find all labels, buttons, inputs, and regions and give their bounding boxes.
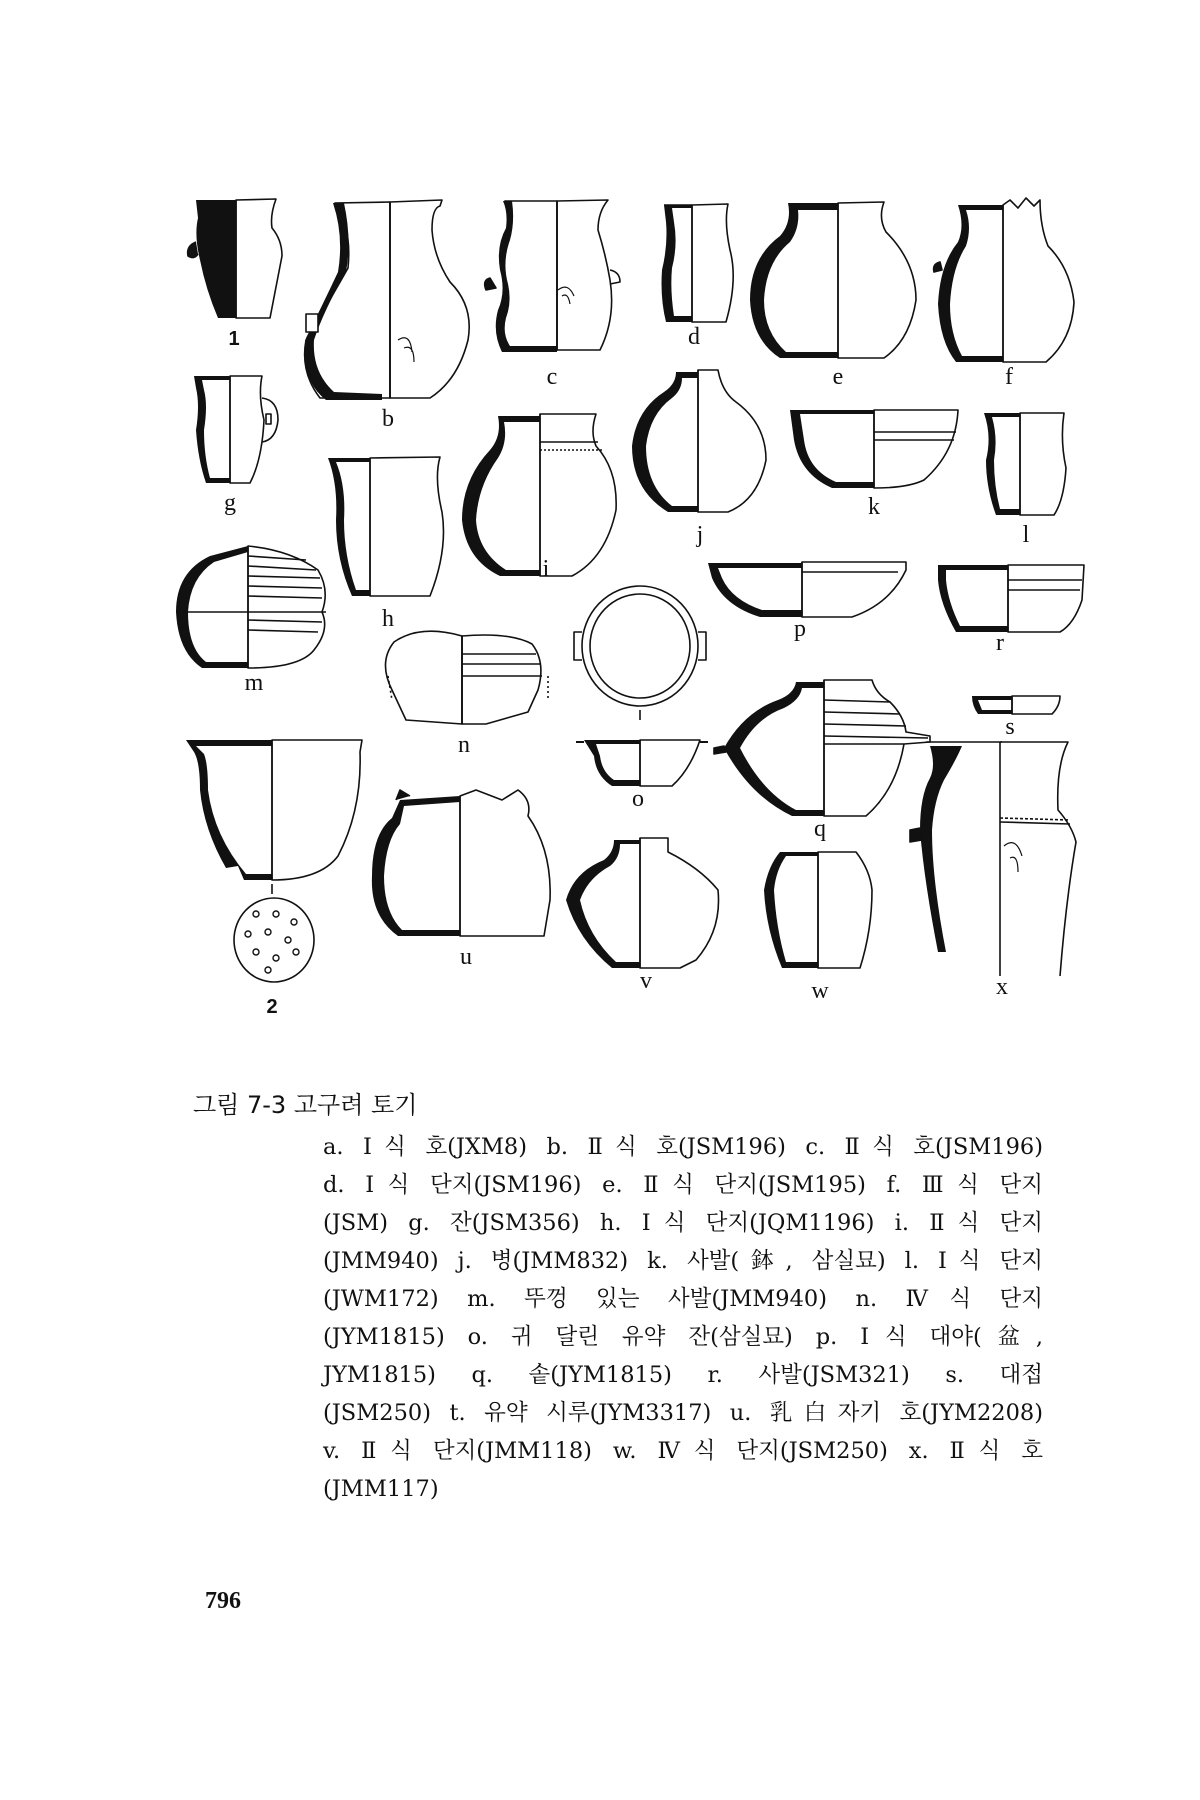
vessel-q — [714, 680, 930, 816]
label-l: l — [1022, 522, 1030, 548]
label-1: 1 — [228, 328, 240, 350]
label-2: 2 — [266, 996, 278, 1018]
caption-line: (JWM172) m. 뚜껑 있는 사발(JMM940) n. Ⅳ식 단지 — [323, 1286, 1043, 1312]
vessel-o — [574, 586, 708, 786]
label-b: b — [382, 406, 394, 432]
vessel-s — [972, 696, 1060, 714]
label-n: n — [458, 732, 470, 758]
vessel-i — [462, 414, 616, 576]
label-e: e — [832, 364, 844, 390]
caption-line: v. Ⅱ식 단지(JMM118) w. Ⅳ식 단지(JSM250) x. Ⅱ식 호 — [323, 1438, 1043, 1464]
label-k: k — [868, 494, 880, 520]
caption-line: a. Ⅰ식 호(JXM8) b. Ⅱ식 호(JSM196) c. Ⅱ식 호(JSM196) — [323, 1134, 1043, 1160]
caption-line: (JYM1815) o. 귀 달린 유약 잔(삼실묘) p. Ⅰ식 대야(盆, — [323, 1324, 1043, 1350]
caption-title: 그림 7-3 고구려 토기 — [193, 1091, 418, 1119]
label-d: d — [688, 324, 700, 350]
label-o: o — [632, 786, 644, 812]
label-s: s — [1005, 714, 1015, 740]
caption-line: (JMM117) — [323, 1476, 439, 1502]
caption-line: d. Ⅰ식 단지(JSM196) e. Ⅱ식 단지(JSM195) f. Ⅲ식 단지 — [323, 1172, 1043, 1198]
vessel-n — [385, 631, 548, 724]
caption-body — [323, 1128, 1043, 1508]
vessel-r — [938, 565, 1084, 632]
label-m: m — [244, 670, 264, 696]
label-u: u — [460, 944, 472, 970]
vessel-j — [632, 370, 766, 512]
vessel-h — [328, 457, 444, 596]
label-g: g — [224, 490, 236, 516]
vessel-v — [566, 838, 719, 968]
page-number: 796 — [205, 1588, 241, 1614]
vessel-t — [186, 740, 362, 982]
label-r: r — [996, 630, 1004, 656]
figure-caption — [193, 1085, 1043, 1508]
vessel-g — [194, 376, 278, 483]
vessel-m — [176, 546, 326, 668]
vessel-x — [910, 742, 1076, 976]
label-q: q — [814, 816, 826, 842]
vessel-b — [305, 200, 470, 400]
label-h: h — [382, 606, 394, 632]
vessel-u — [372, 790, 550, 936]
vessel-l — [984, 413, 1066, 515]
label-c: c — [546, 364, 558, 390]
caption-line: (JSM) g. 잔(JSM356) h. Ⅰ식 단지(JQM1196) i. Ⅱ식 단지 — [323, 1210, 1043, 1236]
caption-line: (JSM250) t. 유약 시루(JYM3317) u. 乳白자기 호(JYM2208) — [323, 1400, 1043, 1426]
label-j: j — [696, 522, 704, 548]
caption-line: (JMM940) j. 병(JMM832) k. 사발(鉢, 삼실묘) l. Ⅰ식 단지 — [323, 1248, 1043, 1274]
label-x: x — [996, 974, 1008, 1000]
caption-line: JYM1815) q. 솥(JYM1815) r. 사발(JSM321) s. 대접 — [323, 1362, 1043, 1388]
vessel-f — [934, 198, 1074, 362]
vessel-p — [708, 562, 906, 617]
vessel-k — [790, 410, 958, 488]
vessel-a — [188, 199, 282, 318]
vessel-e — [750, 202, 916, 358]
label-f: f — [1005, 364, 1013, 390]
steamer-base-plan — [234, 898, 314, 982]
vessel-d — [662, 204, 734, 322]
label-p: p — [794, 616, 806, 642]
label-i: i — [542, 556, 550, 582]
label-v: v — [640, 968, 652, 994]
label-w: w — [811, 978, 829, 1004]
vessel-w — [764, 852, 872, 968]
vessel-c — [485, 200, 620, 352]
